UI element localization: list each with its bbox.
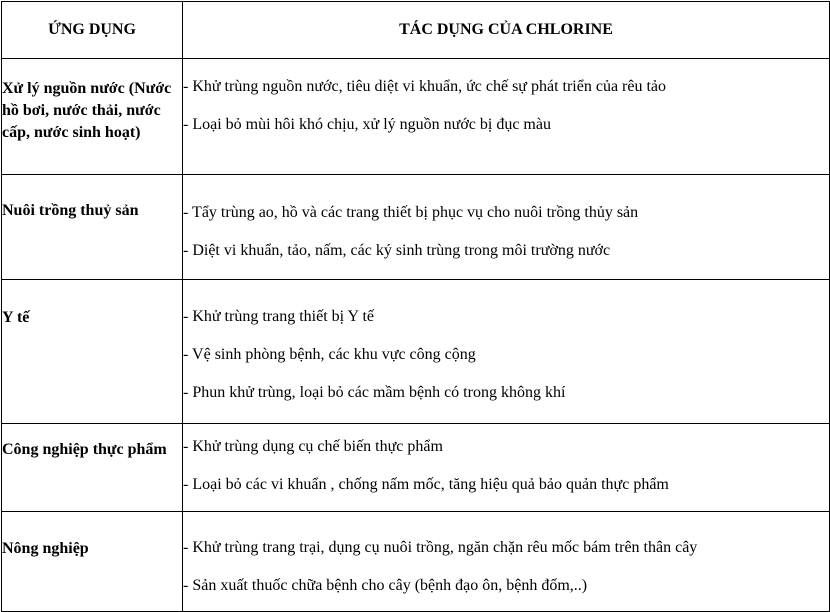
table-row bbox=[2, 59, 830, 175]
effect-cell bbox=[183, 175, 830, 280]
effect-cell bbox=[183, 512, 830, 612]
effect-cell bbox=[183, 424, 830, 512]
table-header-row bbox=[2, 2, 830, 59]
effect-cell bbox=[183, 280, 830, 424]
effect-item: - Diệt vi khuẩn, tảo, nấm, các ký sinh trùng trong môi trường nước bbox=[183, 242, 611, 259]
application-cell: Công nghiệp thực phẩm bbox=[2, 424, 183, 512]
effect-cell bbox=[183, 59, 830, 175]
application-cell: Nuôi trồng thuỷ sản bbox=[2, 175, 183, 280]
header-application: ỨNG DỤNG bbox=[2, 2, 183, 59]
effect-item: - Sản xuất thuốc chữa bệnh cho cây (bệnh đạo ôn, bệnh đốm,..) bbox=[183, 577, 588, 594]
effect-item: - Khử trùng nguồn nước, tiêu diệt vi khuẩn, ức chế sự phát triển của rêu tảo bbox=[183, 78, 667, 95]
effect-item: - Khử trùng trang trại, dụng cụ nuôi trồng, ngăn chặn rêu mốc bám trên thân cây bbox=[183, 539, 698, 556]
header-effect: TÁC DỤNG CỦA CHLORINE bbox=[183, 2, 830, 59]
effect-item: - Loại bỏ các vi khuẩn , chống nấm mốc, tăng hiệu quả bảo quản thực phẩm bbox=[183, 476, 669, 493]
effect-item: - Vệ sinh phòng bệnh, các khu vực công cộng bbox=[183, 346, 476, 363]
application-cell: Y tế bbox=[2, 280, 183, 424]
table-row bbox=[2, 424, 830, 512]
effect-item: - Loại bỏ mùi hôi khó chịu, xử lý nguồn nước bị đục màu bbox=[183, 116, 551, 133]
table-row bbox=[2, 175, 830, 280]
effect-item: - Khử trùng dụng cụ chế biến thực phẩm bbox=[183, 438, 443, 455]
chlorine-applications-table bbox=[1, 1, 830, 612]
table-row bbox=[2, 280, 830, 424]
table-row bbox=[2, 512, 830, 612]
effect-item: - Khử trùng trang thiết bị Y tế bbox=[183, 308, 374, 325]
application-cell: Nông nghiệp bbox=[2, 512, 183, 612]
effect-item: - Tẩy trùng ao, hồ và các trang thiết bị phục vụ cho nuôi trồng thủy sản bbox=[183, 204, 639, 221]
effect-item: - Phun khử trùng, loại bỏ các mầm bệnh có trong không khí bbox=[183, 384, 566, 401]
application-cell: Xử lý nguồn nước (Nước hồ bơi, nước thải, nước cấp, nước sinh hoạt) bbox=[2, 59, 183, 175]
